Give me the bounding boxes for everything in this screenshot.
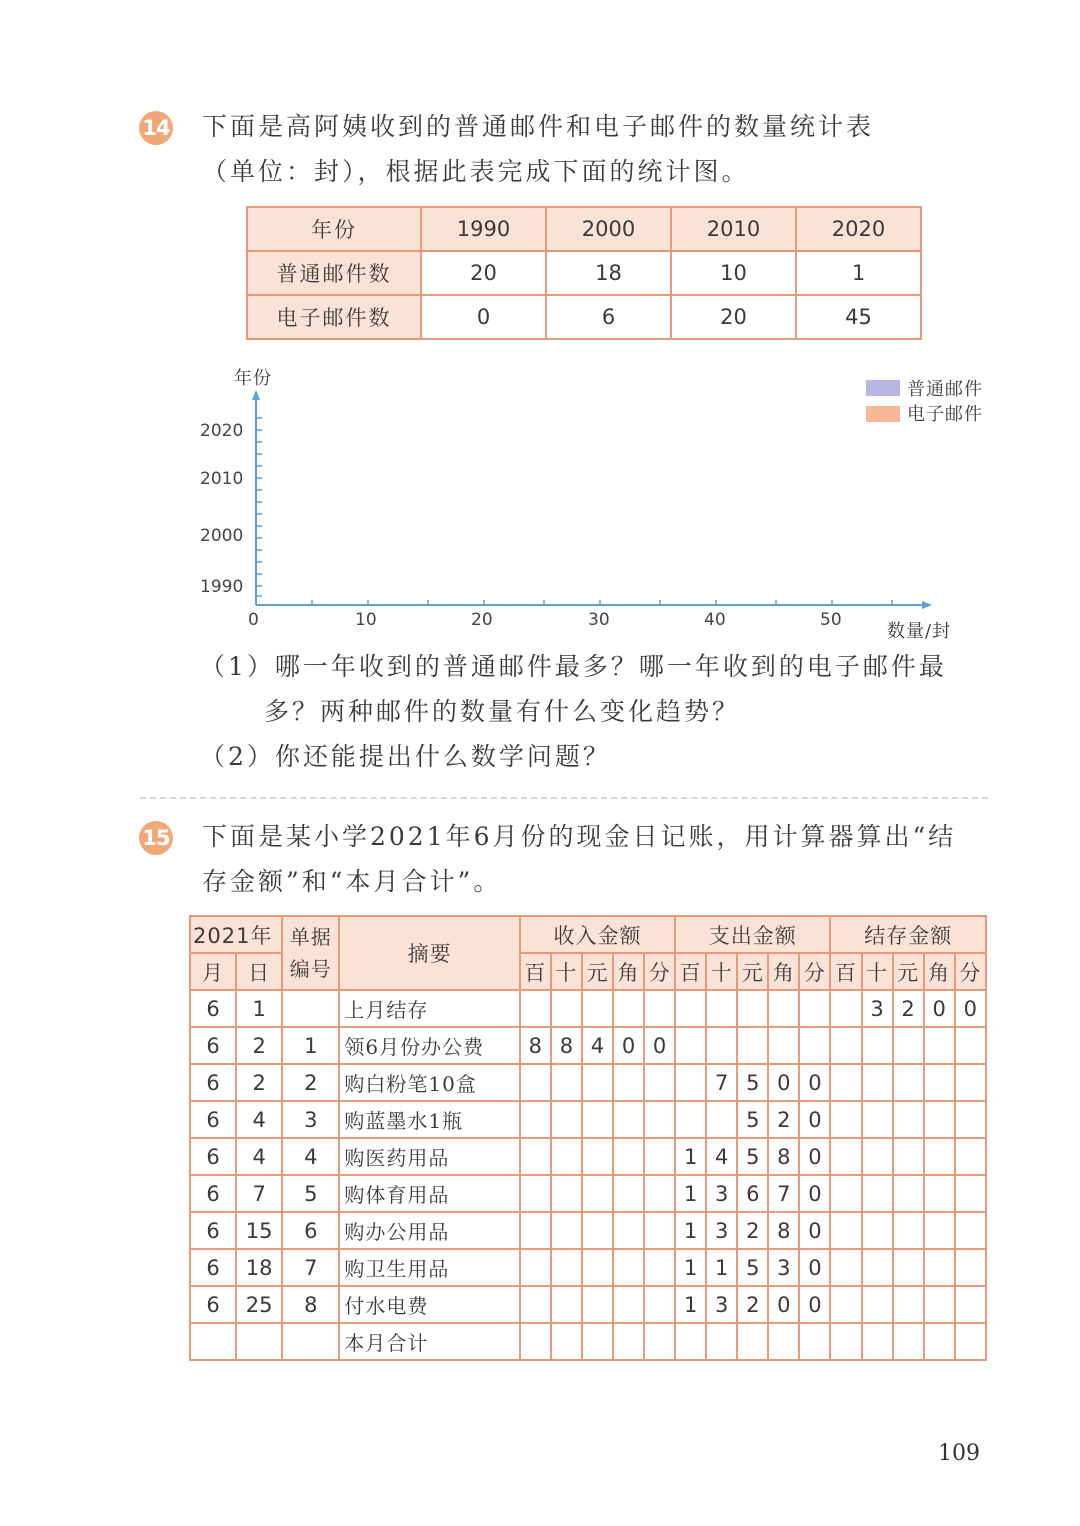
ledger-summary-cell: 购办公用品 — [339, 1212, 519, 1249]
ledger-digit-cell — [582, 1212, 613, 1249]
ledger-unit-cell: 元 — [893, 953, 924, 990]
ledger-digit-cell — [706, 990, 737, 1027]
ledger-unit-cell: 角 — [768, 953, 799, 990]
ledger-digit-cell: 3 — [706, 1286, 737, 1323]
ledger-digit-cell — [924, 1323, 955, 1360]
ledger-digit-cell: 2 — [737, 1212, 768, 1249]
x-tick-label: 40 — [704, 610, 726, 630]
table-cell: 1 — [796, 251, 921, 295]
ledger-month-cell: 6 — [190, 1212, 236, 1249]
ledger-summary-cell: 购白粉笔10盒 — [339, 1064, 519, 1101]
ledger-bill-cell: 8 — [282, 1286, 339, 1323]
ledger-digit-cell: 8 — [520, 1027, 551, 1064]
q14-text-line1: 下面是高阿姨收到的普通邮件和电子邮件的数量统计表 — [202, 112, 875, 141]
ledger-digit-cell: 0 — [799, 1064, 830, 1101]
ledger-day-cell: 4 — [236, 1138, 282, 1175]
ledger-digit-cell: 5 — [737, 1064, 768, 1101]
ledger-digit-cell — [644, 1249, 675, 1286]
ledger-digit-cell — [924, 1175, 955, 1212]
ledger-header-row — [190, 916, 986, 953]
table-header-cell: 1990 — [421, 207, 546, 251]
ledger-unit-cell: 元 — [582, 953, 613, 990]
ledger-digit-cell — [955, 1249, 986, 1286]
ledger-digit-cell — [893, 1249, 924, 1286]
legend-swatch-email — [866, 406, 900, 422]
ledger-month-cell: 6 — [190, 1101, 236, 1138]
q14-sub1-line2: 多？两种邮件的数量有什么变化趋势？ — [264, 697, 741, 726]
ledger-digit-cell — [799, 1323, 830, 1360]
x-axis-title: 数量/封 — [887, 621, 952, 642]
ledger-digit-cell — [613, 1323, 644, 1360]
ledger-summary-cell: 领6月份办公费 — [339, 1027, 519, 1064]
ledger-digit-cell: 5 — [737, 1101, 768, 1138]
ledger-digit-cell — [613, 1249, 644, 1286]
ledger-day-cell: 7 — [236, 1175, 282, 1212]
ledger-digit-cell — [520, 1249, 551, 1286]
y-tick-label: 2000 — [200, 526, 244, 546]
ledger-digit-cell: 0 — [613, 1027, 644, 1064]
ledger-digit-cell: 7 — [706, 1064, 737, 1101]
ledger-digit-cell — [830, 1027, 861, 1064]
ledger-digit-cell: 0 — [799, 1249, 830, 1286]
ledger-digit-cell — [830, 1323, 861, 1360]
ledger-row — [190, 1027, 986, 1064]
ledger-digit-cell: 0 — [768, 1286, 799, 1323]
ledger-digit-cell — [582, 1138, 613, 1175]
ledger-digit-cell — [706, 1027, 737, 1064]
ledger-digit-cell — [830, 1212, 861, 1249]
ledger-unit-cell: 百 — [520, 953, 551, 990]
ledger-digit-cell — [955, 1323, 986, 1360]
ledger-summary-cell: 购蓝墨水1瓶 — [339, 1101, 519, 1138]
ledger-digit-cell — [582, 1249, 613, 1286]
ledger-digit-cell — [613, 990, 644, 1027]
legend-swatch-regular — [866, 380, 900, 396]
ledger-digit-cell — [768, 1027, 799, 1064]
ledger-digit-cell: 2 — [737, 1286, 768, 1323]
ledger-bill-cell: 1 — [282, 1027, 339, 1064]
table-cell: 20 — [671, 295, 796, 339]
table-header-cell: 2010 — [671, 207, 796, 251]
ledger-digit-cell — [737, 990, 768, 1027]
ledger-digit-cell — [768, 990, 799, 1027]
ledger-digit-cell: 0 — [768, 1064, 799, 1101]
question-15-badge: 15 — [139, 821, 173, 855]
ledger-bill-cell — [282, 990, 339, 1027]
ledger-digit-cell — [520, 1286, 551, 1323]
ledger-year-header: 2021年 — [190, 916, 282, 953]
ledger-digit-cell — [551, 1175, 582, 1212]
ledger-unit-cell: 分 — [799, 953, 830, 990]
q14-text-line2: （单位：封），根据此表完成下面的统计图。 — [202, 157, 750, 186]
table-row — [247, 295, 921, 339]
cash-ledger-table — [189, 915, 987, 1361]
ledger-digit-cell — [830, 1101, 861, 1138]
ledger-digit-cell — [613, 1212, 644, 1249]
mail-count-table — [246, 206, 922, 340]
ledger-digit-cell — [830, 1064, 861, 1101]
ledger-digit-cell: 3 — [862, 990, 893, 1027]
ledger-digit-cell: 1 — [675, 1286, 706, 1323]
section-divider — [140, 797, 988, 799]
ledger-digit-cell: 5 — [737, 1138, 768, 1175]
ledger-row — [190, 1064, 986, 1101]
ledger-month-header: 月 — [190, 953, 236, 990]
ledger-day-cell: 1 — [236, 990, 282, 1027]
ledger-digit-cell — [706, 1101, 737, 1138]
ledger-digit-cell — [675, 990, 706, 1027]
ledger-digit-cell — [613, 1138, 644, 1175]
x-tick-label: 50 — [820, 610, 842, 630]
ledger-digit-cell — [799, 990, 830, 1027]
ledger-row — [190, 1249, 986, 1286]
ledger-digit-cell — [551, 1323, 582, 1360]
ledger-row — [190, 990, 986, 1027]
ledger-digit-cell — [644, 1064, 675, 1101]
ledger-digit-cell — [955, 1027, 986, 1064]
ledger-digit-cell — [706, 1323, 737, 1360]
legend-label-email: 电子邮件 — [907, 404, 983, 425]
ledger-digit-cell: 0 — [799, 1101, 830, 1138]
ledger-digit-cell: 6 — [737, 1175, 768, 1212]
ledger-digit-cell: 1 — [706, 1249, 737, 1286]
ledger-month-cell: 6 — [190, 1175, 236, 1212]
ledger-digit-cell — [520, 1064, 551, 1101]
ledger-bill-cell: 2 — [282, 1064, 339, 1101]
ledger-digit-cell — [893, 1138, 924, 1175]
ledger-digit-cell: 3 — [768, 1249, 799, 1286]
question-14-badge: 14 — [139, 111, 173, 145]
ledger-unit-cell: 分 — [955, 953, 986, 990]
ledger-digit-cell: 2 — [893, 990, 924, 1027]
ledger-digit-cell — [955, 1212, 986, 1249]
ledger-digit-cell — [768, 1323, 799, 1360]
ledger-digit-cell: 0 — [955, 990, 986, 1027]
ledger-digit-cell — [613, 1101, 644, 1138]
ledger-digit-cell — [862, 1101, 893, 1138]
ledger-bill-cell: 5 — [282, 1175, 339, 1212]
ledger-digit-cell: 1 — [675, 1138, 706, 1175]
table-cell: 20 — [421, 251, 546, 295]
ledger-summary-cell: 购医药用品 — [339, 1138, 519, 1175]
ledger-digit-cell — [613, 1064, 644, 1101]
ledger-bill-cell — [282, 1323, 339, 1360]
ledger-digit-cell — [924, 1064, 955, 1101]
ledger-unit-cell: 十 — [862, 953, 893, 990]
ledger-unit-cell: 十 — [706, 953, 737, 990]
row-label: 电子邮件数 — [247, 295, 421, 339]
ledger-digit-cell — [955, 1138, 986, 1175]
ledger-summary-cell: 付水电费 — [339, 1286, 519, 1323]
ledger-digit-cell — [582, 1101, 613, 1138]
ledger-digit-cell — [551, 1212, 582, 1249]
ledger-digit-cell — [551, 1064, 582, 1101]
ledger-day-cell: 4 — [236, 1101, 282, 1138]
ledger-row — [190, 1286, 986, 1323]
ledger-digit-cell: 4 — [582, 1027, 613, 1064]
ledger-digit-cell — [862, 1249, 893, 1286]
ledger-digit-cell — [924, 1101, 955, 1138]
empty-chart-axes — [240, 388, 940, 618]
ledger-digit-cell — [924, 1249, 955, 1286]
ledger-digit-cell — [862, 1027, 893, 1064]
ledger-digit-cell — [830, 990, 861, 1027]
ledger-digit-cell: 4 — [706, 1138, 737, 1175]
ledger-digit-cell: 8 — [768, 1138, 799, 1175]
ledger-digit-cell: 8 — [768, 1212, 799, 1249]
table-cell: 10 — [671, 251, 796, 295]
ledger-income-header: 收入金额 — [520, 916, 675, 953]
ledger-row — [190, 1138, 986, 1175]
ledger-month-cell: 6 — [190, 1138, 236, 1175]
ledger-digit-cell — [862, 1064, 893, 1101]
ledger-digit-cell — [862, 1175, 893, 1212]
ledger-digit-cell: 0 — [799, 1175, 830, 1212]
ledger-digit-cell — [893, 1212, 924, 1249]
ledger-digit-cell — [862, 1138, 893, 1175]
ledger-digit-cell — [893, 1286, 924, 1323]
ledger-unit-cell: 分 — [644, 953, 675, 990]
q15-text-line2: 存金额”和“本月合计”。 — [202, 867, 502, 896]
ledger-unit-cell: 角 — [613, 953, 644, 990]
ledger-summary-cell: 本月合计 — [339, 1323, 519, 1360]
ledger-digit-cell: 1 — [675, 1175, 706, 1212]
ledger-digit-cell — [830, 1249, 861, 1286]
ledger-row — [190, 1101, 986, 1138]
ledger-digit-cell — [737, 1027, 768, 1064]
ledger-digit-cell — [862, 1212, 893, 1249]
table-cell: 45 — [796, 295, 921, 339]
ledger-digit-cell — [893, 1323, 924, 1360]
ledger-unit-cell: 元 — [737, 953, 768, 990]
ledger-digit-cell — [862, 1323, 893, 1360]
ledger-row — [190, 1212, 986, 1249]
ledger-digit-cell — [644, 1286, 675, 1323]
q15-text-line1: 下面是某小学2021年6月份的现金日记账，用计算器算出“结 — [202, 822, 957, 851]
ledger-digit-cell — [582, 1064, 613, 1101]
ledger-unit-cell: 百 — [830, 953, 861, 990]
ledger-digit-cell — [955, 1064, 986, 1101]
ledger-summary-cell: 购卫生用品 — [339, 1249, 519, 1286]
x-tick-label: 20 — [471, 610, 493, 630]
ledger-digit-cell: 8 — [551, 1027, 582, 1064]
ledger-digit-cell — [520, 990, 551, 1027]
ledger-bill-cell: 6 — [282, 1212, 339, 1249]
ledger-bill-header: 单据编号 — [282, 916, 339, 990]
ledger-digit-cell: 3 — [706, 1175, 737, 1212]
ledger-digit-cell — [924, 1286, 955, 1323]
ledger-digit-cell — [675, 1323, 706, 1360]
ledger-bill-cell: 4 — [282, 1138, 339, 1175]
ledger-expense-header: 支出金额 — [675, 916, 830, 953]
ledger-digit-cell — [893, 1027, 924, 1064]
ledger-digit-cell: 3 — [706, 1212, 737, 1249]
ledger-digit-cell — [644, 990, 675, 1027]
y-axis-title: 年份 — [234, 368, 272, 389]
ledger-digit-cell — [893, 1064, 924, 1101]
ledger-day-header: 日 — [236, 953, 282, 990]
ledger-month-cell: 6 — [190, 1286, 236, 1323]
ledger-month-cell: 6 — [190, 990, 236, 1027]
ledger-unit-cell: 十 — [551, 953, 582, 990]
ledger-digit-cell — [520, 1138, 551, 1175]
ledger-digit-cell: 1 — [675, 1212, 706, 1249]
ledger-day-cell: 2 — [236, 1064, 282, 1101]
ledger-digit-cell — [644, 1323, 675, 1360]
q14-sub2: （2）你还能提出什么数学问题？ — [200, 742, 611, 771]
ledger-unit-cell: 百 — [675, 953, 706, 990]
ledger-digit-cell — [924, 1027, 955, 1064]
ledger-digit-cell — [955, 1175, 986, 1212]
table-header-cell: 2020 — [796, 207, 921, 251]
y-tick-label: 1990 — [200, 577, 244, 597]
ledger-digit-cell — [737, 1323, 768, 1360]
ledger-digit-cell: 0 — [924, 990, 955, 1027]
ledger-digit-cell — [862, 1286, 893, 1323]
ledger-digit-cell: 5 — [737, 1249, 768, 1286]
ledger-summary-cell: 上月结存 — [339, 990, 519, 1027]
ledger-row — [190, 1323, 986, 1360]
ledger-summary-header: 摘要 — [339, 916, 519, 990]
ledger-digit-cell — [644, 1175, 675, 1212]
ledger-digit-cell: 2 — [768, 1101, 799, 1138]
table-cell: 0 — [421, 295, 546, 339]
ledger-digit-cell — [893, 1175, 924, 1212]
ledger-digit-cell: 0 — [799, 1286, 830, 1323]
x-tick-label: 10 — [355, 610, 377, 630]
ledger-digit-cell — [675, 1101, 706, 1138]
ledger-digit-cell — [582, 990, 613, 1027]
ledger-digit-cell — [644, 1212, 675, 1249]
ledger-day-cell: 25 — [236, 1286, 282, 1323]
ledger-digit-cell — [582, 1323, 613, 1360]
ledger-day-cell: 2 — [236, 1027, 282, 1064]
table-header-row — [247, 207, 921, 251]
x-tick-label: 0 — [248, 610, 259, 630]
q14-sub1-line1: （1）哪一年收到的普通邮件最多？哪一年收到的电子邮件最 — [200, 652, 947, 681]
ledger-digit-cell — [675, 1027, 706, 1064]
ledger-digit-cell — [830, 1286, 861, 1323]
ledger-balance-header: 结存金额 — [830, 916, 986, 953]
ledger-digit-cell — [675, 1064, 706, 1101]
ledger-digit-cell — [582, 1286, 613, 1323]
x-tick-label: 30 — [588, 610, 610, 630]
ledger-month-cell — [190, 1323, 236, 1360]
ledger-digit-cell — [644, 1101, 675, 1138]
ledger-digit-cell — [924, 1138, 955, 1175]
ledger-summary-cell: 购体育用品 — [339, 1175, 519, 1212]
ledger-digit-cell: 0 — [799, 1138, 830, 1175]
ledger-digit-cell — [520, 1101, 551, 1138]
ledger-digit-cell — [893, 1101, 924, 1138]
ledger-month-cell: 6 — [190, 1027, 236, 1064]
ledger-digit-cell — [613, 1175, 644, 1212]
ledger-digit-cell — [582, 1175, 613, 1212]
ledger-digit-cell: 7 — [768, 1175, 799, 1212]
page-number: 109 — [938, 1441, 980, 1466]
ledger-digit-cell: 1 — [675, 1249, 706, 1286]
ledger-digit-cell — [551, 1101, 582, 1138]
ledger-digit-cell — [799, 1027, 830, 1064]
ledger-day-cell — [236, 1323, 282, 1360]
ledger-digit-cell — [955, 1101, 986, 1138]
y-tick-label: 2010 — [200, 469, 244, 489]
ledger-day-cell: 18 — [236, 1249, 282, 1286]
ledger-bill-cell: 7 — [282, 1249, 339, 1286]
ledger-month-cell: 6 — [190, 1064, 236, 1101]
ledger-digit-cell — [644, 1138, 675, 1175]
ledger-digit-cell — [520, 1175, 551, 1212]
ledger-bill-cell: 3 — [282, 1101, 339, 1138]
table-header-cell: 年份 — [247, 207, 421, 251]
ledger-digit-cell: 0 — [799, 1212, 830, 1249]
ledger-row — [190, 1175, 986, 1212]
table-cell: 18 — [546, 251, 671, 295]
ledger-digit-cell — [520, 1212, 551, 1249]
row-label: 普通邮件数 — [247, 251, 421, 295]
ledger-month-cell: 6 — [190, 1249, 236, 1286]
legend-label-regular: 普通邮件 — [907, 379, 983, 400]
table-header-cell: 2000 — [546, 207, 671, 251]
ledger-digit-cell — [613, 1286, 644, 1323]
ledger-digit-cell — [520, 1323, 551, 1360]
ledger-digit-cell — [830, 1175, 861, 1212]
table-row — [247, 251, 921, 295]
ledger-digit-cell — [830, 1138, 861, 1175]
ledger-digit-cell — [551, 1249, 582, 1286]
ledger-digit-cell — [924, 1212, 955, 1249]
ledger-digit-cell — [551, 1286, 582, 1323]
ledger-digit-cell: 0 — [644, 1027, 675, 1064]
ledger-day-cell: 15 — [236, 1212, 282, 1249]
ledger-digit-cell — [955, 1286, 986, 1323]
ledger-unit-cell: 角 — [924, 953, 955, 990]
y-tick-label: 2020 — [200, 421, 244, 441]
table-cell: 6 — [546, 295, 671, 339]
ledger-digit-cell — [551, 990, 582, 1027]
ledger-digit-cell — [551, 1138, 582, 1175]
